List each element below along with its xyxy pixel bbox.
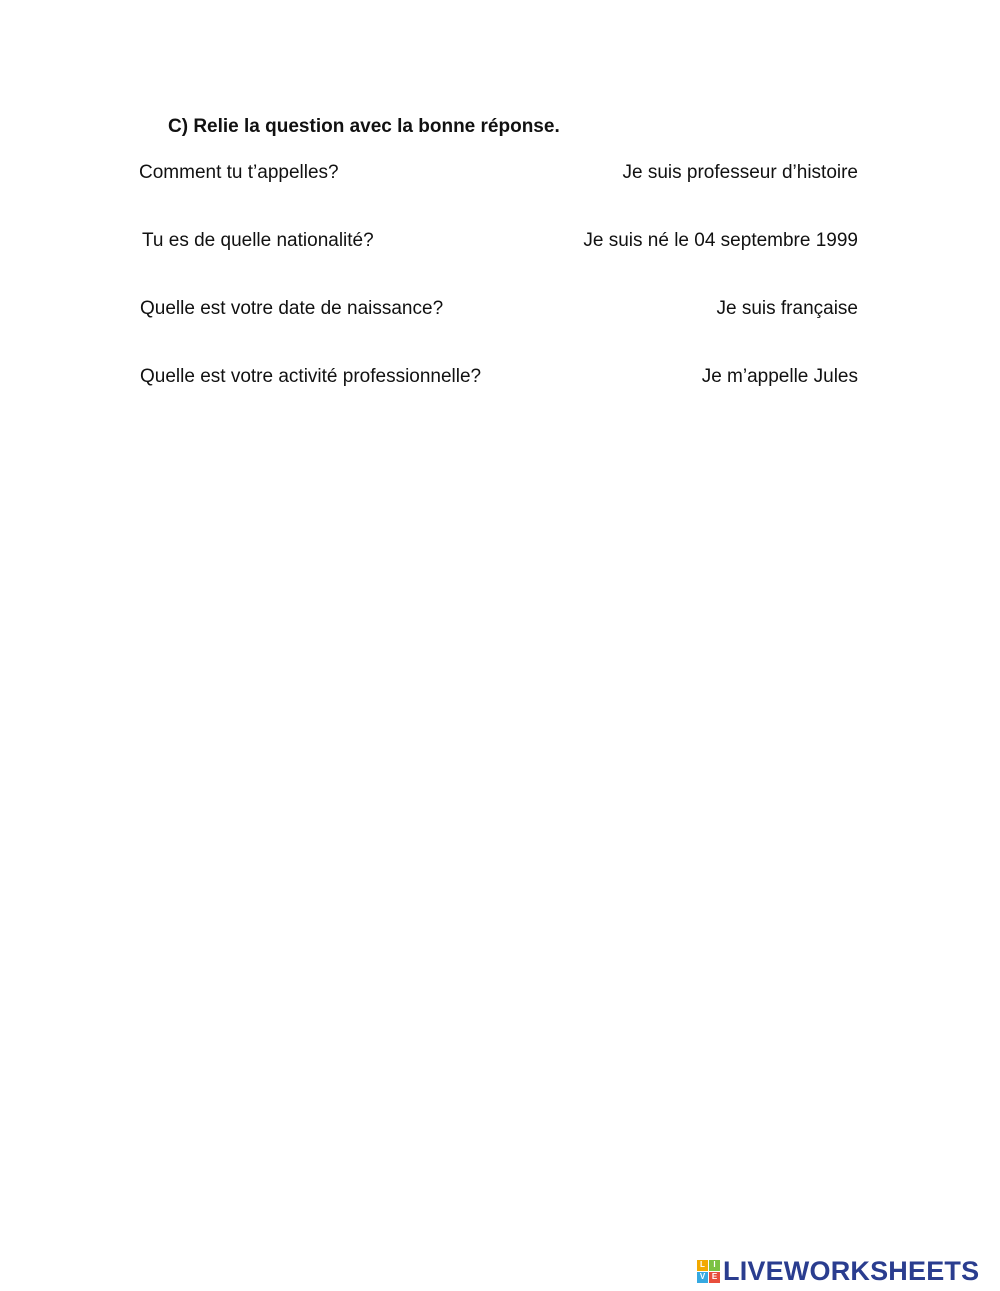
- logo-mark-cell: I: [709, 1260, 720, 1271]
- question-text[interactable]: Quelle est votre date de naissance?: [140, 298, 444, 319]
- match-row: [140, 162, 858, 186]
- match-row: [140, 298, 858, 322]
- logo-mark-cell: V: [697, 1272, 708, 1283]
- question-text[interactable]: Comment tu t’appelles?: [139, 162, 339, 183]
- liveworksheets-logo: [697, 1256, 979, 1286]
- answer-text[interactable]: Je suis professeur d’histoire: [622, 162, 858, 183]
- logo-mark-cell: L: [697, 1260, 708, 1271]
- question-text[interactable]: Quelle est votre activité professionnelle?: [140, 366, 482, 387]
- answer-text[interactable]: Je suis né le 04 septembre 1999: [583, 230, 858, 251]
- question-text[interactable]: Tu es de quelle nationalité?: [142, 230, 374, 251]
- logo-mark-cell: E: [709, 1272, 720, 1283]
- match-row: [140, 366, 858, 390]
- logo-text: LIVEWORKSHEETS: [723, 1255, 980, 1286]
- answer-text[interactable]: Je m’appelle Jules: [701, 366, 858, 387]
- logo-mark-icon: [697, 1260, 720, 1283]
- answer-text[interactable]: Je suis française: [716, 298, 858, 319]
- match-row: [140, 230, 858, 254]
- exercise-instruction: C) Relie la question avec la bonne réponse.: [168, 116, 560, 137]
